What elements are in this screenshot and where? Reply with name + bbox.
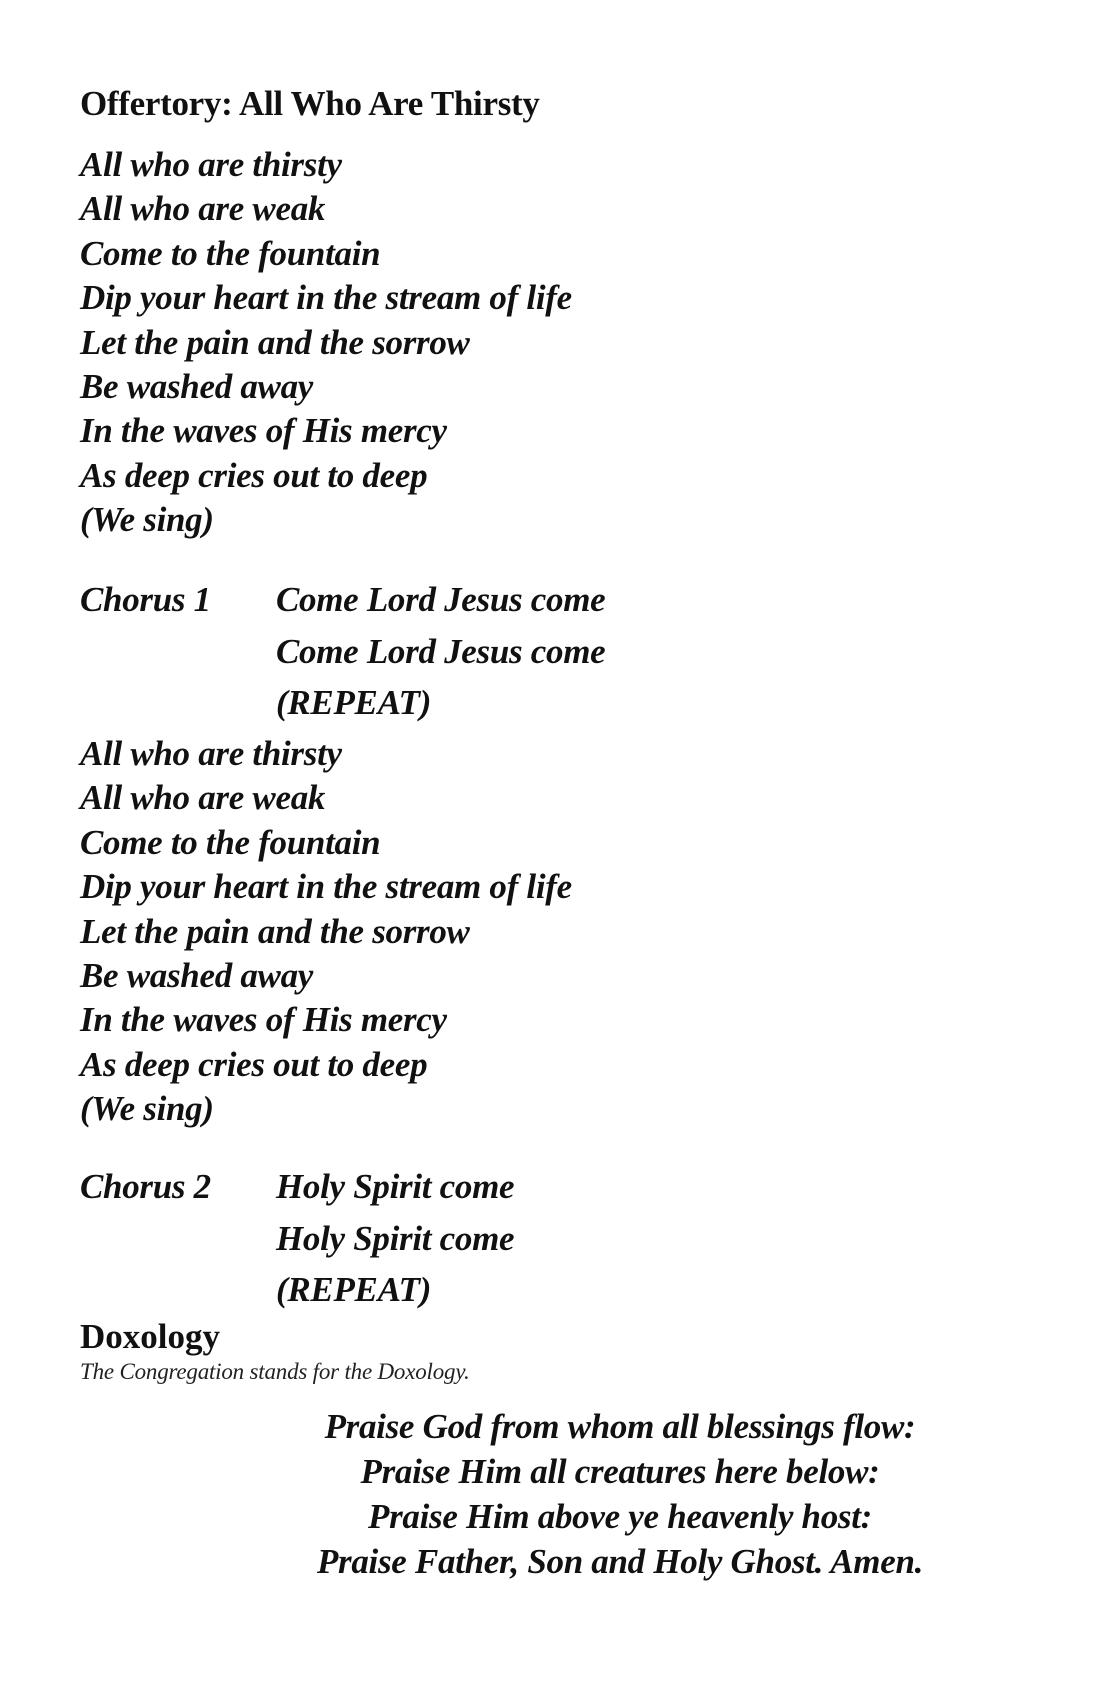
verse-line: Let the pain and the sorrow xyxy=(80,911,470,951)
doxology-line: Praise Him all creatures here below: xyxy=(360,1452,880,1491)
verse-line: Be washed away xyxy=(80,367,314,407)
chorus-2-label: Chorus 2 xyxy=(80,1167,211,1206)
chorus-2-lines xyxy=(276,1161,514,1316)
verse-line: As deep cries out to deep xyxy=(80,1044,428,1084)
verse-line: (We sing) xyxy=(80,1089,214,1129)
verse-line: Come to the fountain xyxy=(80,233,381,273)
verse-2 xyxy=(80,732,780,1132)
verse-line: (We sing) xyxy=(80,500,214,540)
verse-line: All who are weak xyxy=(80,778,326,818)
verse-line: In the waves of His mercy xyxy=(80,1000,447,1040)
chorus-1-label: Chorus 1 xyxy=(80,580,211,619)
chorus-line: Holy Spirit come xyxy=(276,1167,515,1206)
doxology-note: The Congregation stands for the Doxology. xyxy=(80,1359,470,1384)
verse-line: Dip your heart in the stream of life xyxy=(80,867,572,907)
offertory-title: Offertory: All Who Are Thirsty xyxy=(80,84,540,123)
verse-line: Come to the fountain xyxy=(80,822,381,862)
doxology-line: Praise Him above ye heavenly host: xyxy=(368,1497,872,1536)
doxology-line: Praise God from whom all blessings flow: xyxy=(324,1407,916,1446)
chorus-line: Come Lord Jesus come xyxy=(276,580,606,619)
chorus-1-lines xyxy=(276,574,605,729)
verse-line: Be washed away xyxy=(80,956,314,996)
verse-line: In the waves of His mercy xyxy=(80,411,447,451)
chorus-line: (REPEAT) xyxy=(276,1270,432,1309)
verse-1 xyxy=(80,143,780,543)
doxology-title: Doxology xyxy=(80,1317,220,1356)
chorus-line: Come Lord Jesus come xyxy=(276,631,606,671)
verse-line: All who are thirsty xyxy=(80,145,342,184)
doxology-text xyxy=(260,1404,980,1584)
verse-line: All who are thirsty xyxy=(80,734,342,773)
verse-line: Dip your heart in the stream of life xyxy=(80,278,572,318)
verse-line: As deep cries out to deep xyxy=(80,455,428,495)
verse-line: Let the pain and the sorrow xyxy=(80,322,470,362)
chorus-line: (REPEAT) xyxy=(276,683,432,722)
chorus-line: Holy Spirit come xyxy=(276,1218,515,1258)
verse-line: All who are weak xyxy=(80,189,326,229)
doxology-line: Praise Father, Son and Holy Ghost. Amen. xyxy=(316,1542,924,1581)
